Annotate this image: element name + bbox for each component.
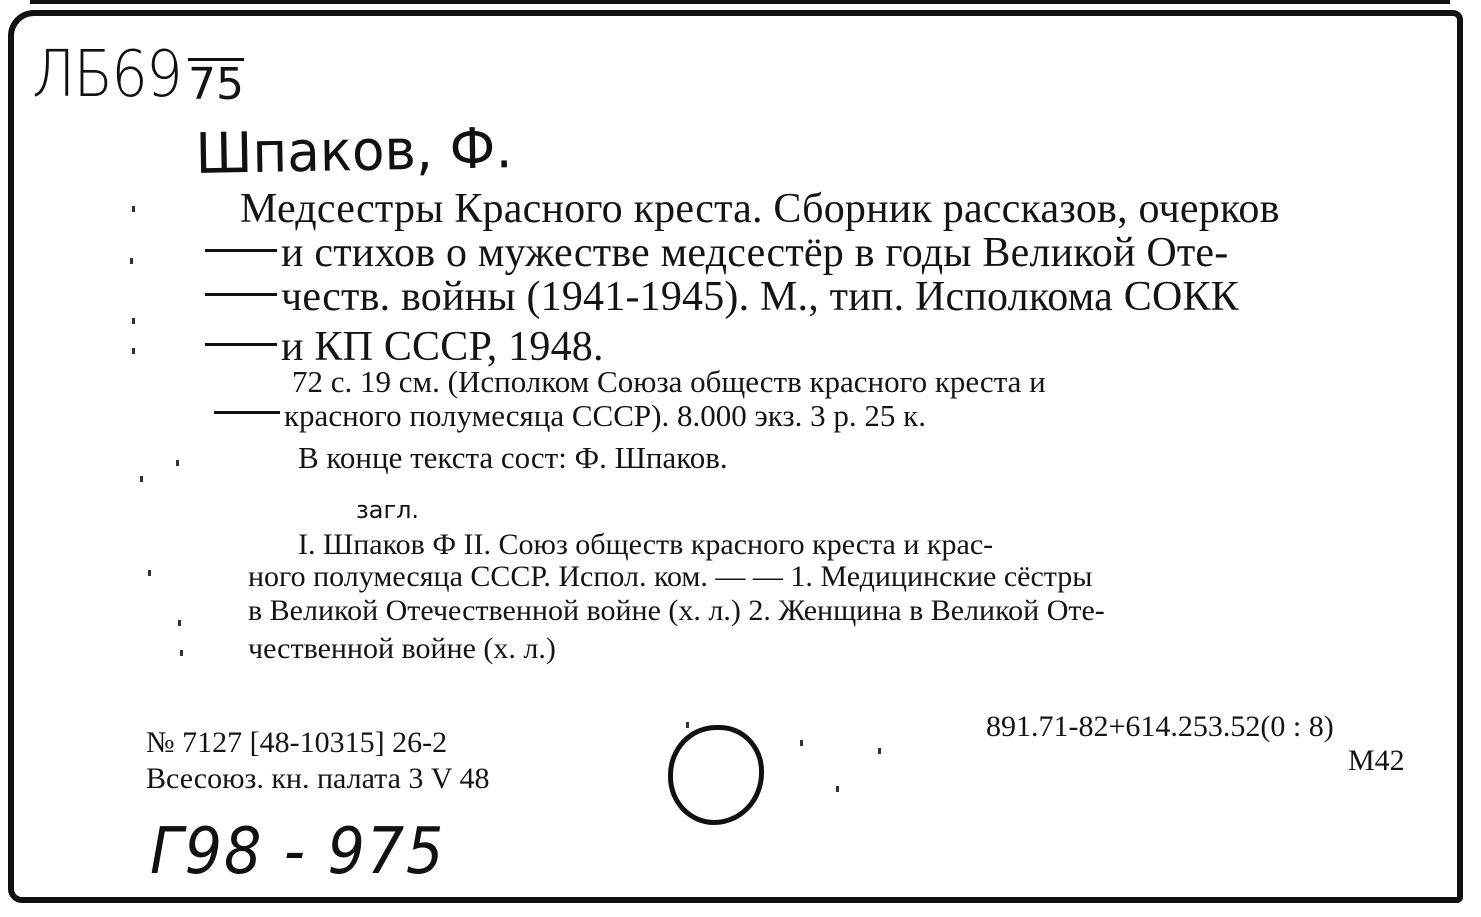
description-line-1: 72 с. 19 см. (Исполком Союза обществ красного креста и — [292, 364, 1046, 399]
added-entries-line-2: ного полумесяца СССР. Испол. ком. — — 1. Медицинские сёстры — [248, 560, 1093, 593]
speckle — [800, 740, 803, 746]
added-entries-line-3: в Великой Отечественной войне (х. л.) 2. Женщина в Великой Оте- — [248, 594, 1105, 627]
speckle — [176, 460, 179, 466]
speckle — [130, 258, 133, 264]
speckle — [686, 722, 689, 728]
speckle — [836, 786, 839, 792]
added-entries-line-4: чественной войне (х. л.) — [248, 632, 556, 665]
card-bottom-margin — [0, 905, 1481, 917]
shelf-mark-sub: 75 — [188, 59, 244, 110]
speckle — [132, 348, 135, 354]
description-line-3: В конце текста сост: Ф. Шпаков. — [298, 440, 728, 475]
speckle — [148, 570, 151, 576]
continuation-dash — [205, 343, 277, 346]
title-line-2 — [205, 232, 1228, 274]
inventory-number: Г98 - 975 — [150, 815, 446, 889]
speckle — [178, 620, 181, 626]
classification-index: 891.71-82+614.253.52(0 : 8) — [986, 710, 1334, 743]
shelf-mark: ЛБ69 — [32, 38, 181, 112]
description-line-2-text: красного полумесяца СССР). 8.000 экз. 3 р. 25 к. — [284, 398, 926, 433]
continuation-dash — [214, 411, 280, 414]
speckle — [132, 318, 135, 324]
card-top-edge — [30, 0, 1450, 4]
added-entries-line-1: I. Шпаков Ф II. Союз обществ красного креста и крас- — [298, 528, 994, 561]
speckle — [878, 748, 881, 754]
record-number: № 7127 [48-10315] 26-2 — [146, 726, 448, 759]
title-line-4-text: и КП СССР, 1948. — [281, 324, 604, 370]
title-line-3 — [205, 276, 1239, 318]
speckle — [180, 650, 183, 656]
title-line-2-text: и стихов о мужестве медсестёр в годы Великой Оте- — [281, 230, 1229, 276]
handwritten-note: загл. — [356, 496, 420, 524]
title-line-3-text: честв. войны (1941-1945). М., тип. Исполкома СОКК — [281, 274, 1239, 320]
book-chamber: Всесоюз. кн. палата 3 V 48 — [146, 762, 490, 795]
author-mark: М42 — [1348, 744, 1405, 777]
speckle — [140, 476, 143, 482]
speckle — [132, 206, 135, 212]
author-handwritten: Шпаков, Ф. — [195, 116, 513, 187]
title-line-1: Медсестры Красного креста. Сборник рассказов, очерков — [240, 186, 1280, 232]
title-line-4 — [205, 326, 604, 368]
continuation-dash — [205, 293, 277, 296]
continuation-dash — [205, 249, 277, 252]
description-line-2 — [214, 400, 926, 431]
